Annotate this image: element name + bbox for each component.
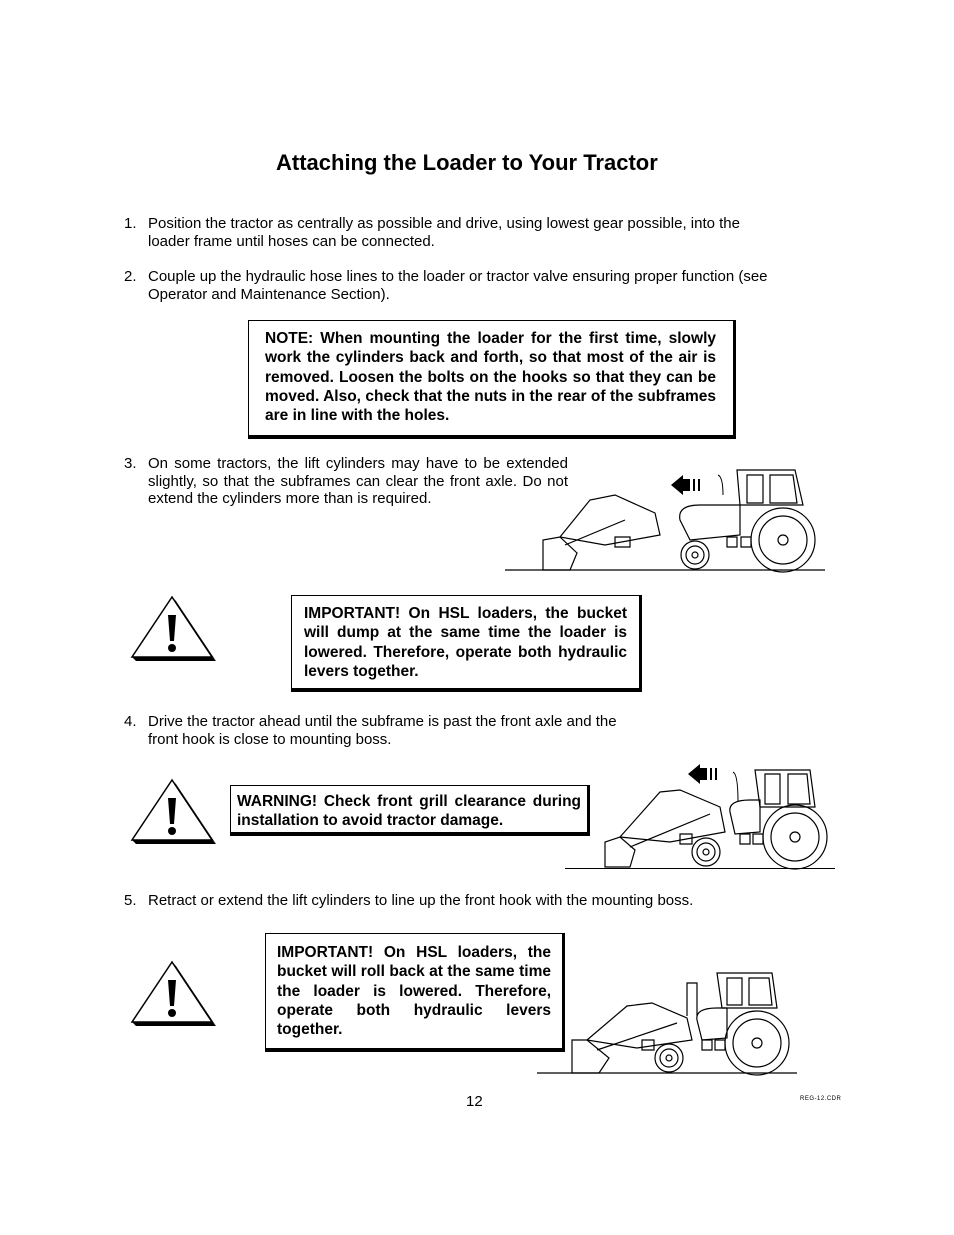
important-text-1: IMPORTANT! On HSL loaders, the bucket will dump at the same time the loader is lowered. Therefore, operate both hydraulic levers together. [304,605,627,680]
step-5 [124,892,788,910]
note-text: NOTE: When mounting the loader for the first time, slowly work the cylinders back and forth, so that most of the air is removed. Loosen the bolts on the hooks so that they can be moved. Also, check that the nuts in the rear of the subframes are in line with the holes. [265,330,716,425]
direction-arrow-icon-1 [671,475,723,495]
important-box-2 [265,933,565,1052]
page-title: Attaching the Loader to Your Tractor [276,150,658,175]
step-2 [124,268,778,303]
step-3-number: 3. [124,455,137,472]
warning-text: WARNING! Check front grill clearance during installation to avoid tractor damage. [237,793,581,830]
note-box [248,320,736,439]
important-box-1 [291,595,642,692]
step-4 [124,713,618,748]
warning-box [230,785,590,836]
warning-triangle-icon-1 [128,595,216,665]
tractor-loader-illustration-2 [600,762,835,870]
step-2-text: Couple up the hydraulic hose lines to the loader or tractor valve ensuring proper function (see Operator and Maintenance Section). [148,268,768,303]
step-3-text: On some tractors, the lift cylinders may have to be extended slightly, so that the subframes can clear the front axle. Do not extend the cylinders more than is required. [148,455,568,507]
tractor-loader-illustration-3 [537,968,802,1076]
step-1-text: Position the tractor as centrally as possible and drive, using lowest gear possible, into the loader frame until hoses can be connected. [148,215,740,250]
important-text-2: IMPORTANT! On HSL loaders, the bucket will roll back at the same time the loader is lowered. Therefore, operate both hydraulic levers together. [277,944,551,1039]
tractor-loader-illustration-1 [505,465,830,573]
step-4-text: Drive the tractor ahead until the subframe is past the front axle and the front hook is close to mounting boss. [148,713,617,748]
file-code: REG-12.CDR [800,1096,842,1102]
step-2-number: 2. [124,268,137,285]
warning-triangle-icon-3 [128,960,216,1030]
warning-triangle-icon-2 [128,778,216,848]
step-4-number: 4. [124,713,137,730]
step-5-number: 5. [124,892,137,909]
page-number: 12 [466,1093,483,1110]
step-1-number: 1. [124,215,137,232]
step-5-text: Retract or extend the lift cylinders to line up the front hook with the mounting boss. [148,892,694,909]
step-1 [124,215,778,250]
